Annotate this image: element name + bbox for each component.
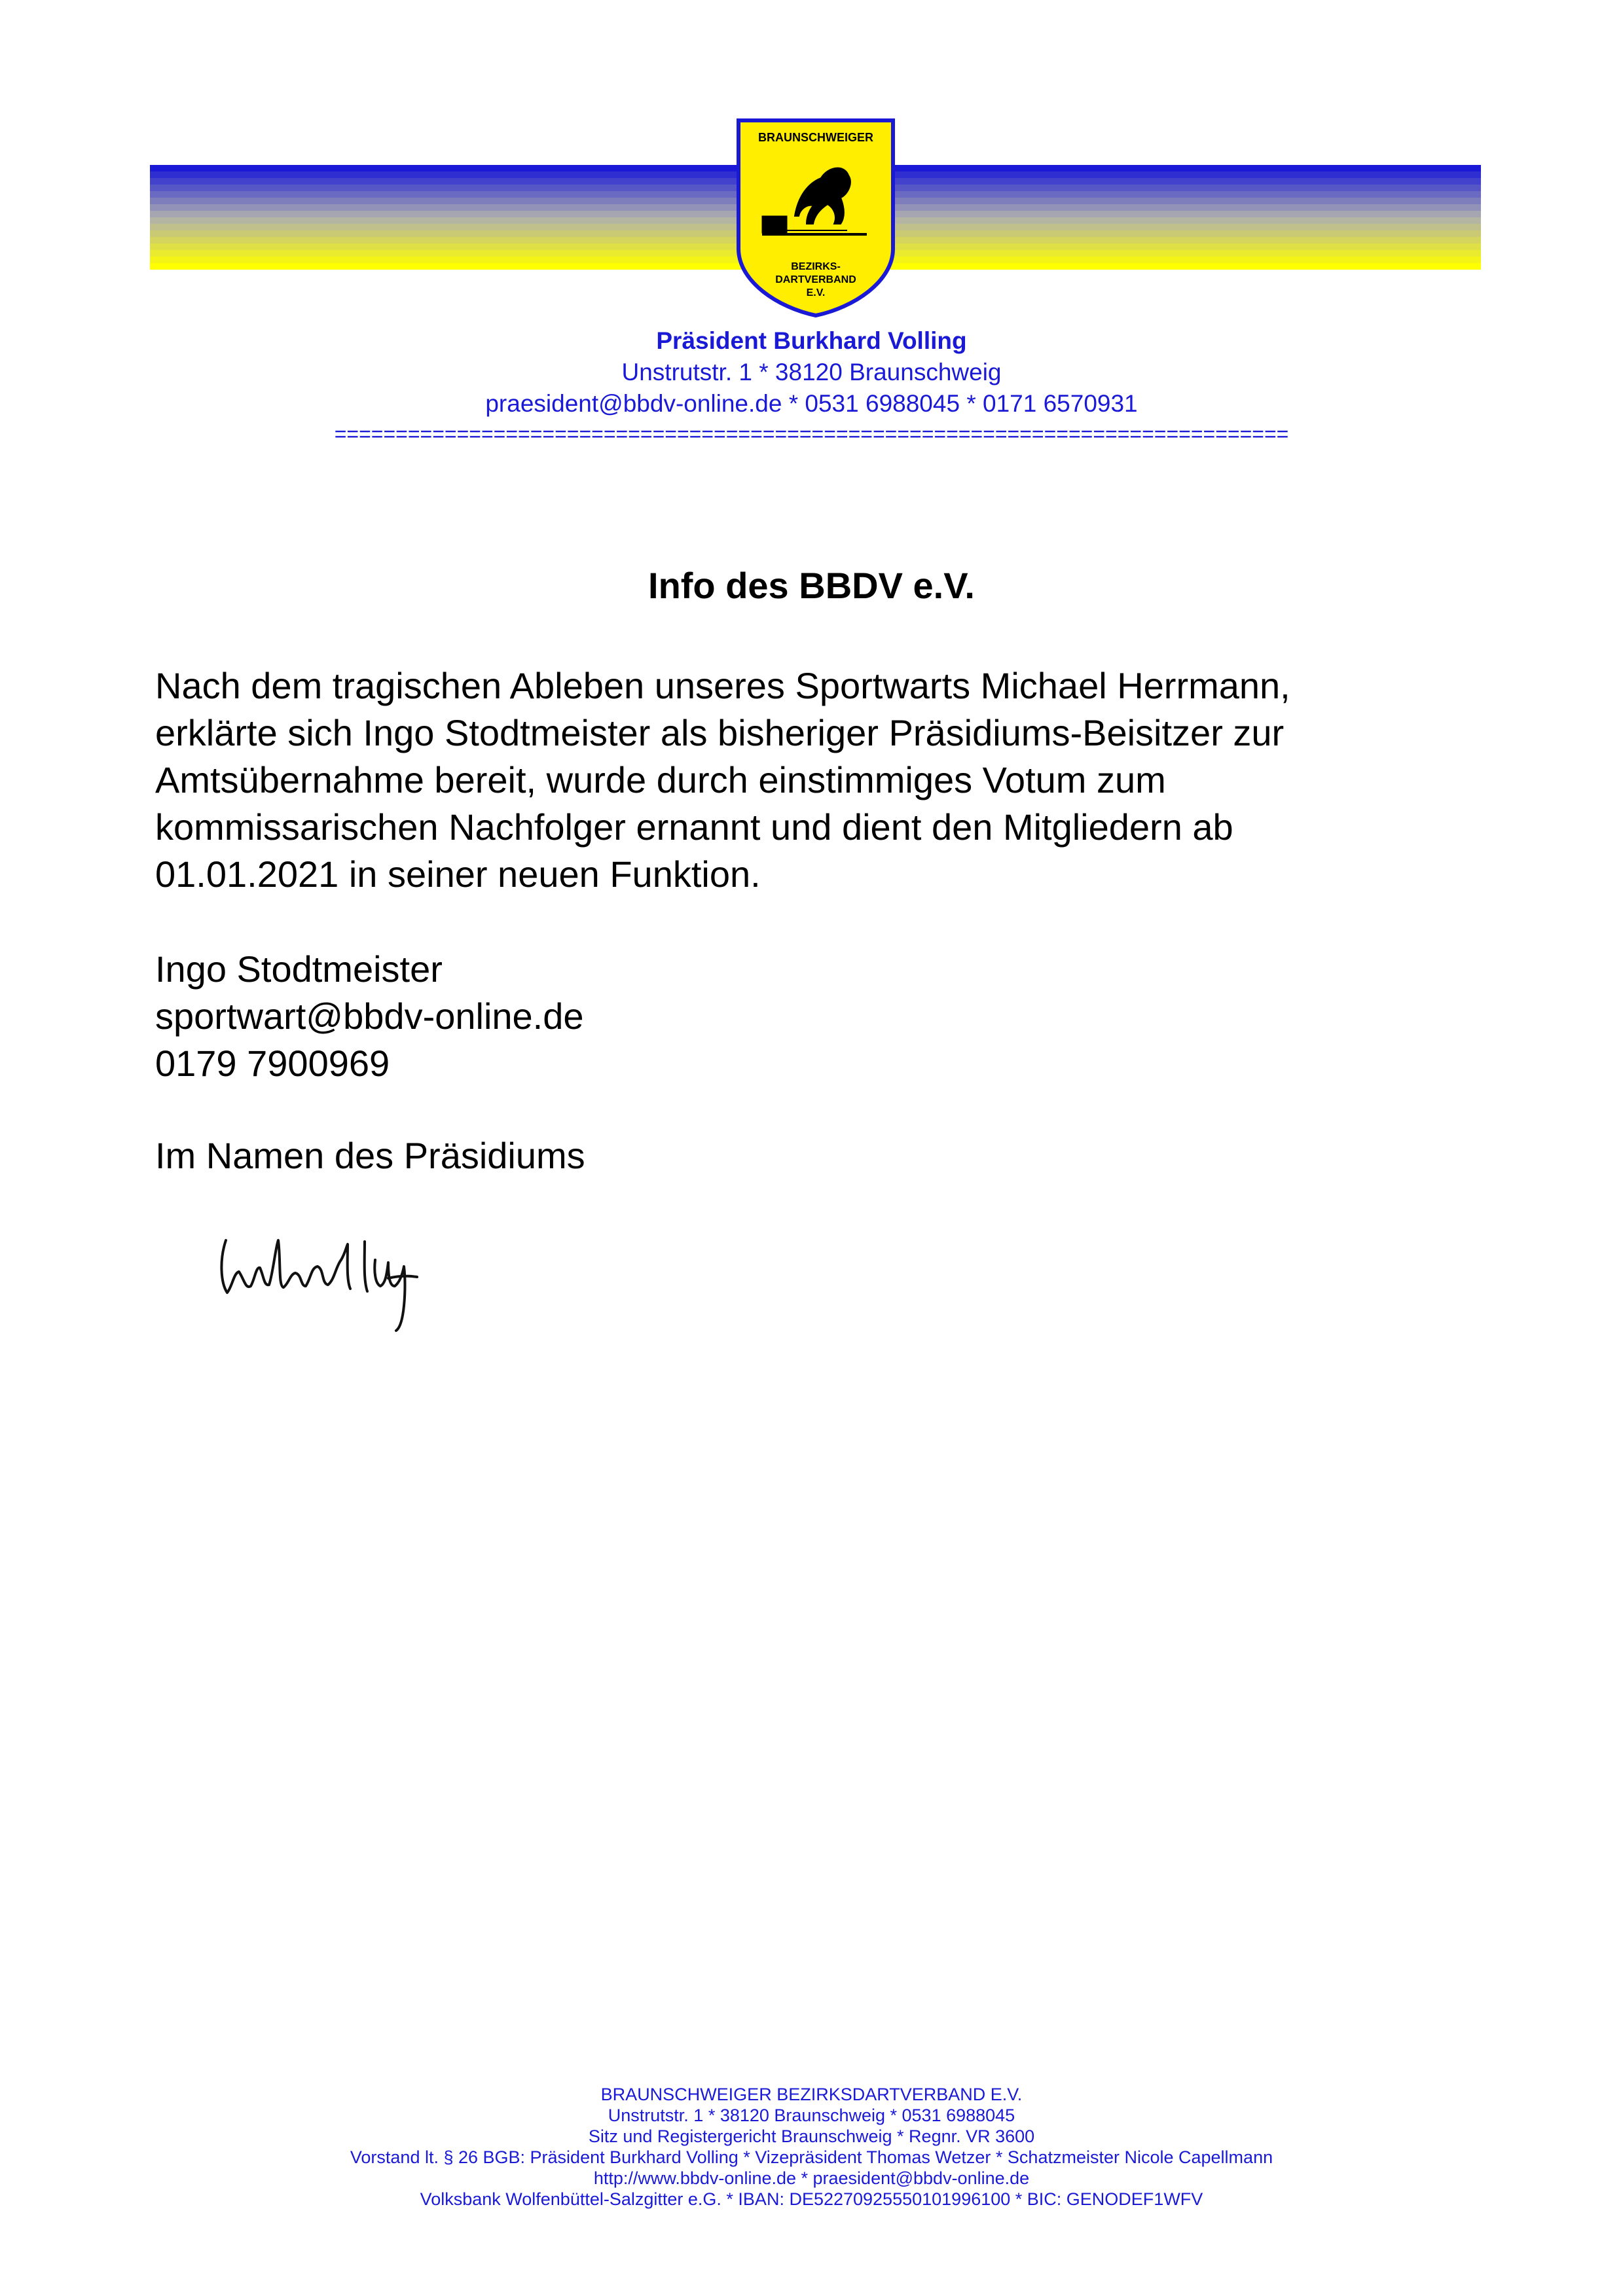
paragraph-line: erklärte sich Ingo Stodtmeister als bisheriger Präsidiums-Beisitzer zur [155,712,1285,753]
announcement-paragraph [155,662,1491,898]
footer-line: BRAUNSCHWEIGER BEZIRKSDARTVERBAND E.V. [600,2085,1023,2104]
handwritten-signature [213,1221,501,1338]
footer-line: Sitz und Registergericht Braunschweig * Regnr. VR 3600 [588,2126,1035,2146]
contact-block [155,946,1491,1087]
paragraph-line: Amtsübernahme bereit, wurde durch einstimmiges Votum zum [155,759,1166,800]
paragraph-line: Nach dem tragischen Ableben unseres Sportwarts Michael Herrmann, [155,665,1290,706]
footer-line: Unstrutstr. 1 * 38120 Braunschweig * 0531 6988045 [608,2106,1015,2125]
contact-name: Ingo Stodtmeister [155,948,443,990]
letter-footer [0,2084,1623,2210]
logo-text-bottom-1: BEZIRKS- [791,261,841,272]
header-separator: ============================================================================== [334,422,1289,446]
president-name: Präsident Burkhard Volling [656,327,967,354]
footer-line: Volksbank Wolfenbüttel-Salzgitter e.G. * IBAN: DE52270925550101996100 * BIC: GENODEF1WFV [420,2189,1203,2209]
paragraph-line: kommissarischen Nachfolger ernannt und dient den Mitgliedern ab [155,806,1233,848]
logo-text-bottom-2: DARTVERBAND [775,274,856,285]
president-address: Unstrutstr. 1 * 38120 Braunschweig [621,359,1002,386]
president-contacts: praesident@bbdv-online.de * 0531 6988045 * 0171 6570931 [485,390,1138,417]
closing-line: Im Namen des Präsidiums [155,1135,585,1176]
footer-line: Vorstand lt. § 26 BGB: Präsident Burkhard Volling * Vizepräsident Thomas Wetzer * Schatzmeister Nicole Capellmann [350,2147,1273,2167]
bbdv-logo [736,118,896,318]
logo-text-bottom-3: E.V. [806,287,826,298]
contact-email: sportwart@bbdv-online.de [155,996,584,1037]
footer-line: http://www.bbdv-online.de * praesident@bbdv-online.de [593,2168,1030,2188]
paragraph-line: 01.01.2021 in seiner neuen Funktion. [155,853,761,895]
contact-phone: 0179 7900969 [155,1043,390,1084]
document-title: Info des BBDV e.V. [648,565,975,606]
logo-text-top: BRAUNSCHWEIGER [757,131,874,144]
